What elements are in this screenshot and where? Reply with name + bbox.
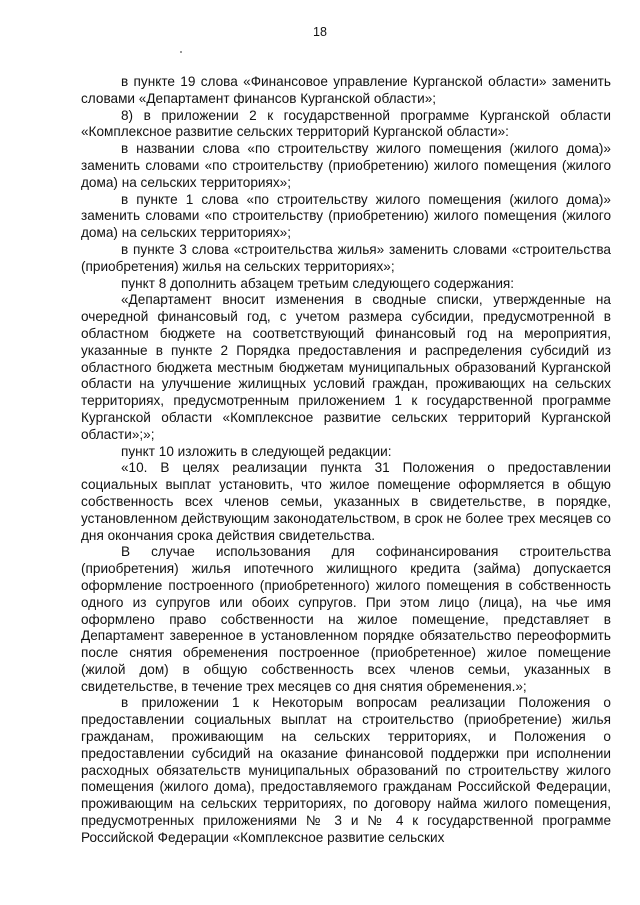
paragraph: пункт 8 дополнить абзацем третьим следующего содержания: xyxy=(121,275,515,291)
paragraph: в пункте 3 слова «строительства жилья» заменить словами «строительства (приобретения) жилья на сельских территориях»; xyxy=(81,241,611,274)
paragraph: пункт 10 изложить в следующей редакции: xyxy=(121,443,392,459)
paragraph: в приложении 1 к Некоторым вопросам реализации Положения о предоставлении социальных выплат на строительство (приобретение) жилья гражданам, проживающим на сельских территориях, и Положения о предоставлении субсидий на оказание финансовой поддержки при исполнении расходных обязательств муниципальных образований по строительству жилого помещения (жилого дома), предоставляемого гражданам Российской Федерации, проживающим на сельских территориях, по договору найма жилого помещения, предусмотренных приложениями № 3 и № 4 к государственной программе Российской Федерации «Комплексное развитие сельских xyxy=(81,695,611,845)
paragraph: «Департамент вносит изменения в сводные списки, утвержденные на очередной финансовый год, с учетом размера субсидии, предусмотренной в областном бюджете на соответствующий финансовый год на мероприятия, указанные в пункте 2 Порядка предоставления и распределения субсидий из областного бюджета местным бюджетам муниципальных образований Курганской области на улучшение жилищных условий граждан, проживающих на сельских территориях, предусмотренным приложением 1 к государственной программе Курганской области «Комплексное развитие сельских территорий Курганской области»;»; xyxy=(81,292,611,442)
paragraph: «10. В целях реализации пункта 31 Положения о предоставлении социальных выплат установить, что жилое помещение оформляется в общую собственность всех членов семьи, указанных в свидетельстве, в порядке, установленном действующим законодательством, в срок не более трех месяцев со дня окончания срока действия свидетельства. xyxy=(81,460,611,543)
paragraph: 8) в приложении 2 к государственной программе Курганской области «Комплексное развитие сельских территорий Курганской области»: xyxy=(81,107,611,140)
paragraph: в названии слова «по строительству жилого помещения (жилого дома)» заменить словами «по строительству (приобретению) жилого помещения (жилого дома) на сельских территориях»; xyxy=(81,141,611,190)
paragraph: в пункте 1 слова «по строительству жилого помещения (жилого дома)» заменить словами «по строительству (приобретению) жилого помещения (жилого дома) на сельских территориях»; xyxy=(81,191,611,241)
page-number: 18 xyxy=(313,25,327,39)
paragraph: В случае использования для софинансирования строительства (приобретения) жилья ипотечного жилищного кредита (займа) допускается оформление построенного (приобретенного) жилого помещения в собственность одного из супругов или обоих супругов. При этом лицо (лица), на чье имя оформлено право собственности на жилое помещение, представляет в Департамент заверенное в установленном порядке обязательство переоформить после снятия обременения построенное (приобретенное) жилое помещение (жилой дом) в общую собственность всех членов семьи, указанных в свидетельстве, в течение трех месяцев со дня снятия обременения.»; xyxy=(81,544,611,694)
scan-speck xyxy=(180,51,182,53)
document-body xyxy=(81,74,611,847)
paragraph: в пункте 19 слова «Финансовое управление Курганской области» заменить словами «Департамент финансов Курганской области»; xyxy=(81,74,611,106)
